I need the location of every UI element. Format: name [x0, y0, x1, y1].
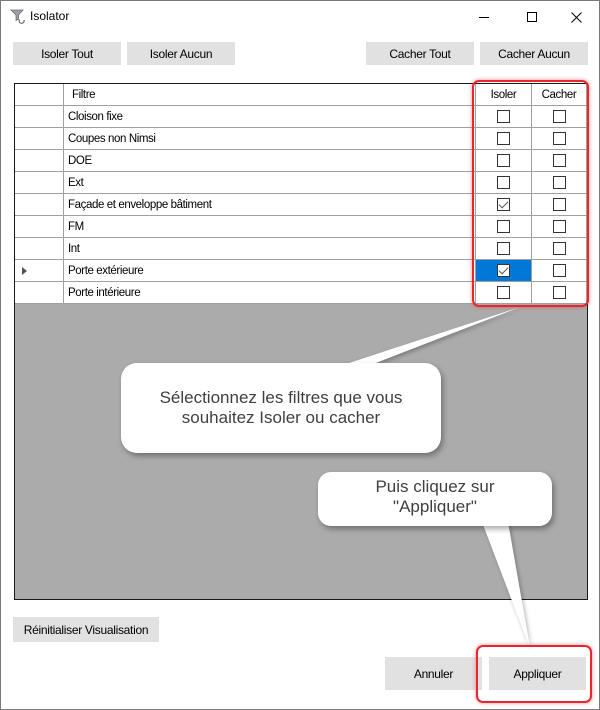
- cacher-cell[interactable]: [532, 128, 587, 150]
- row-header[interactable]: [15, 150, 64, 172]
- filter-name[interactable]: Coupes non Nimsi: [64, 128, 476, 150]
- filter-name[interactable]: Façade et enveloppe bâtiment: [64, 194, 476, 216]
- isoler-checkbox[interactable]: [497, 132, 510, 145]
- row-header[interactable]: [15, 172, 64, 194]
- cacher-checkbox[interactable]: [553, 242, 566, 255]
- isoler-cell[interactable]: [476, 106, 532, 128]
- row-header[interactable]: [15, 194, 64, 216]
- row-header[interactable]: [15, 238, 64, 260]
- callout-click-apply: [318, 472, 552, 526]
- isoler-checkbox[interactable]: [497, 242, 510, 255]
- filter-name[interactable]: Cloison fixe: [64, 106, 476, 128]
- isoler-cell[interactable]: [476, 150, 532, 172]
- isoler-checkbox[interactable]: [497, 286, 510, 299]
- window-title: Isolator: [30, 9, 70, 23]
- row-header[interactable]: [15, 282, 64, 304]
- column-header-filtre[interactable]: Filtre: [64, 84, 476, 106]
- table-row[interactable]: [15, 282, 587, 304]
- funnel-icon: [10, 8, 26, 24]
- callout-apply-line1: Puis cliquez sur: [375, 477, 495, 496]
- row-header[interactable]: [15, 216, 64, 238]
- filter-name[interactable]: DOE: [64, 150, 476, 172]
- table-row[interactable]: [15, 128, 587, 150]
- row-header[interactable]: [15, 106, 64, 128]
- table-row-current[interactable]: [15, 260, 587, 282]
- cacher-aucun-button[interactable]: Cacher Aucun: [480, 42, 588, 65]
- cacher-cell[interactable]: [532, 282, 587, 304]
- callout-select-line1: Sélectionnez les filtres que vous: [159, 388, 403, 407]
- table-row[interactable]: [15, 172, 587, 194]
- current-row-arrow-icon: [22, 267, 27, 275]
- callout-select-line2: souhaitez Isoler ou cacher: [181, 408, 381, 427]
- callout-apply-line2: "Appliquer": [393, 497, 477, 516]
- isoler-cell[interactable]: [476, 128, 532, 150]
- cacher-checkbox[interactable]: [553, 110, 566, 123]
- cacher-checkbox[interactable]: [553, 154, 566, 167]
- cacher-checkbox[interactable]: [553, 132, 566, 145]
- maximize-icon: [527, 12, 537, 22]
- cacher-cell[interactable]: [532, 172, 587, 194]
- cacher-cell[interactable]: [532, 238, 587, 260]
- row-header-corner: [15, 84, 64, 106]
- close-button[interactable]: [553, 1, 599, 33]
- cacher-cell[interactable]: [532, 150, 587, 172]
- filter-name[interactable]: Int: [64, 238, 476, 260]
- cacher-checkbox[interactable]: [553, 264, 566, 277]
- row-header[interactable]: [15, 128, 64, 150]
- close-icon: [571, 12, 582, 23]
- isoler-cell[interactable]: [476, 238, 532, 260]
- grid-header-row: [15, 84, 587, 106]
- reinitialiser-visualisation-button[interactable]: Réinitialiser Visualisation: [13, 617, 159, 642]
- table-row[interactable]: [15, 238, 587, 260]
- table-row[interactable]: [15, 106, 587, 128]
- isoler-checkbox[interactable]: [497, 110, 510, 123]
- minimize-icon: [479, 17, 489, 18]
- table-row[interactable]: [15, 194, 587, 216]
- title-bar: [1, 1, 599, 33]
- isoler-checkbox[interactable]: [497, 198, 510, 211]
- cacher-cell[interactable]: [532, 194, 587, 216]
- isoler-cell[interactable]: [476, 172, 532, 194]
- column-header-cacher[interactable]: Cacher: [532, 84, 587, 106]
- isoler-checkbox[interactable]: [497, 176, 510, 189]
- filter-name[interactable]: Porte extérieure: [64, 260, 476, 282]
- table-row[interactable]: [15, 216, 587, 238]
- cacher-checkbox[interactable]: [553, 176, 566, 189]
- appliquer-button[interactable]: Appliquer: [489, 657, 586, 690]
- column-header-isoler[interactable]: Isoler: [476, 84, 532, 106]
- isoler-checkbox[interactable]: [497, 154, 510, 167]
- cacher-tout-button[interactable]: Cacher Tout: [366, 42, 474, 65]
- cacher-cell[interactable]: [532, 106, 587, 128]
- cacher-checkbox[interactable]: [553, 220, 566, 233]
- filter-name[interactable]: Porte intérieure: [64, 282, 476, 304]
- isoler-checkbox[interactable]: [497, 264, 510, 277]
- maximize-button[interactable]: [509, 1, 555, 33]
- isoler-cell[interactable]: [476, 216, 532, 238]
- cacher-checkbox[interactable]: [553, 198, 566, 211]
- filter-name[interactable]: Ext: [64, 172, 476, 194]
- isoler-tout-button[interactable]: Isoler Tout: [13, 42, 121, 65]
- cacher-checkbox[interactable]: [553, 286, 566, 299]
- callout-select-filters: [121, 363, 441, 453]
- cacher-cell[interactable]: [532, 260, 587, 282]
- isoler-cell[interactable]: [476, 194, 532, 216]
- row-header[interactable]: [15, 260, 64, 282]
- filter-name[interactable]: FM: [64, 216, 476, 238]
- minimize-button[interactable]: [461, 1, 507, 33]
- cacher-cell[interactable]: [532, 216, 587, 238]
- isoler-checkbox[interactable]: [497, 220, 510, 233]
- table-row[interactable]: [15, 150, 587, 172]
- isoler-cell[interactable]: [476, 282, 532, 304]
- isoler-cell-selected[interactable]: [476, 260, 532, 282]
- isoler-aucun-button[interactable]: Isoler Aucun: [127, 42, 235, 65]
- annuler-button[interactable]: Annuler: [385, 657, 482, 690]
